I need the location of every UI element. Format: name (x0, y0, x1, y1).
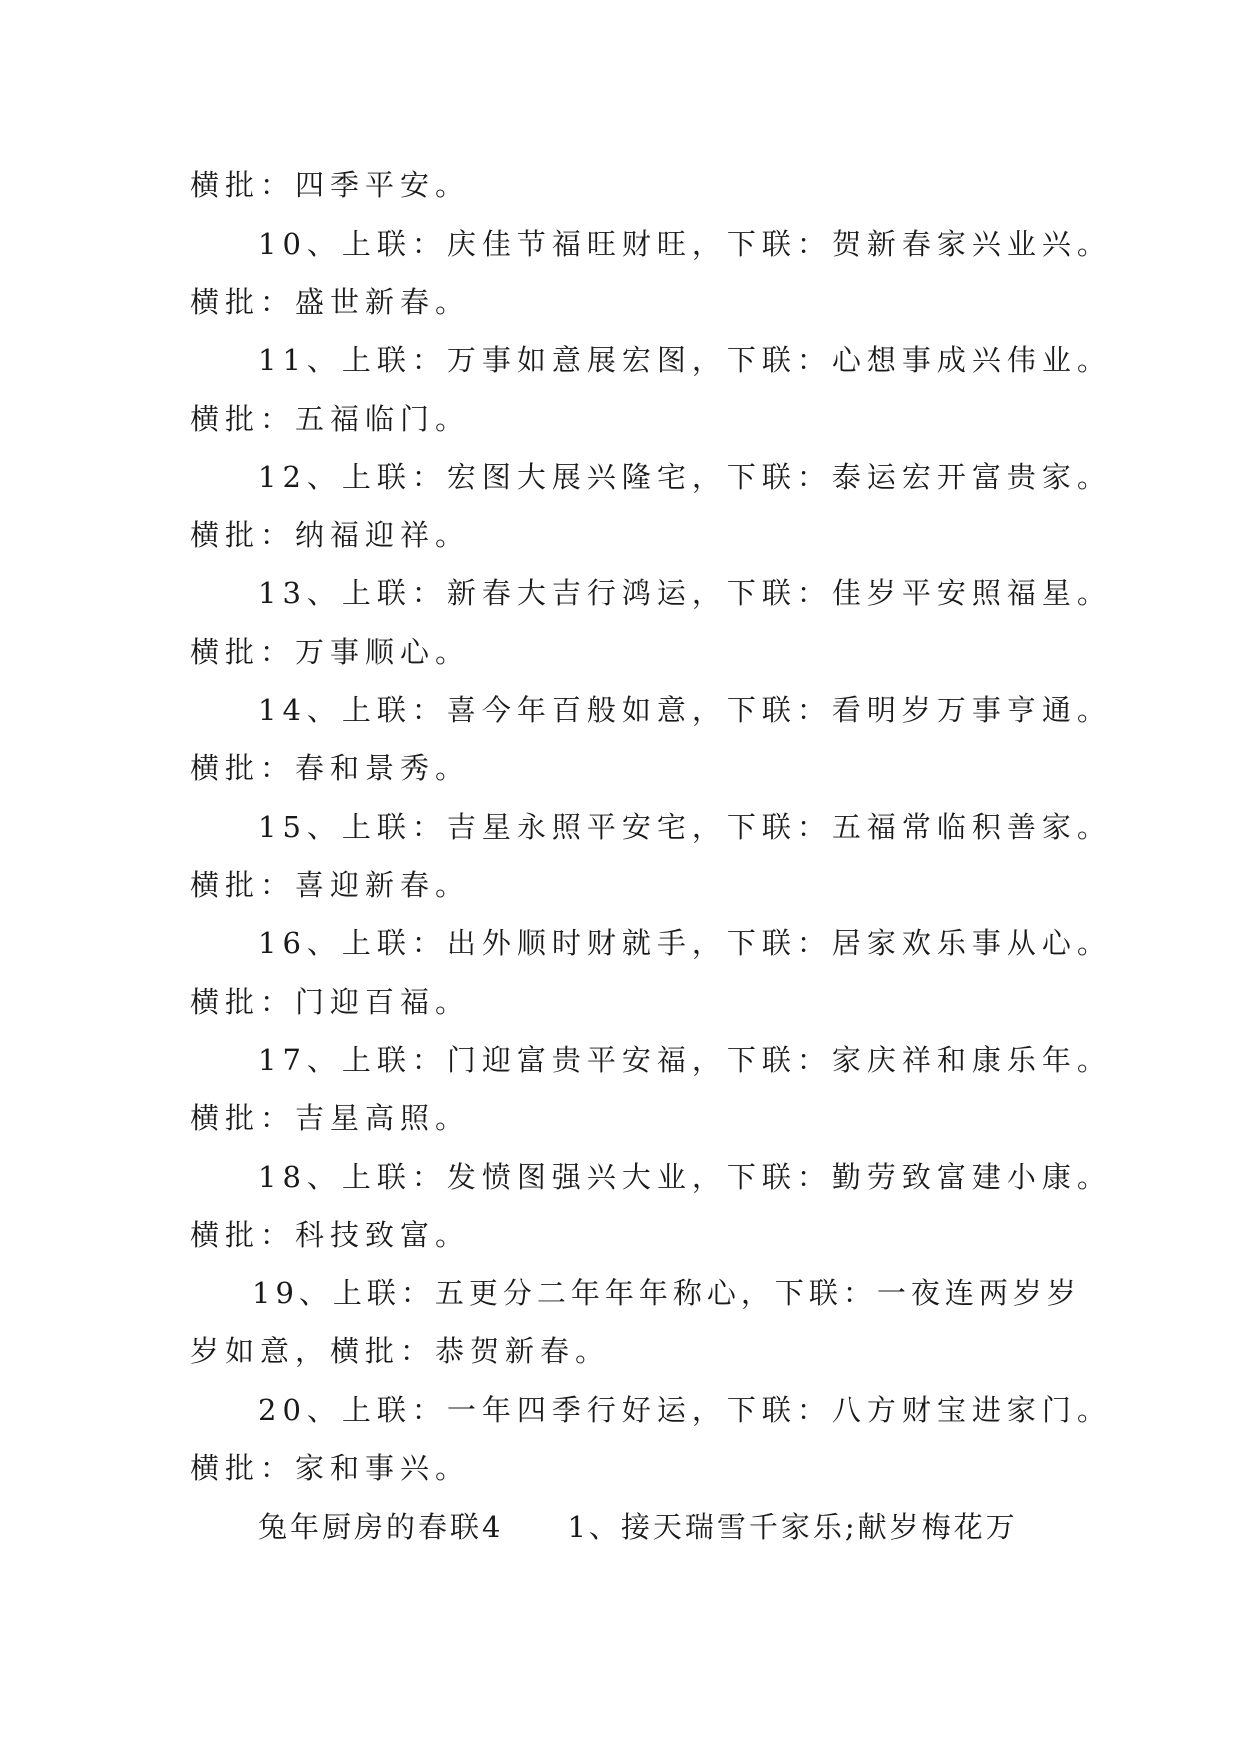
text-line: 横批：喜迎新春。 (190, 868, 471, 902)
text-line: 15、上联：吉星永照平安宅，下联：五福常临积善家。 (258, 810, 1112, 844)
text-line: 横批：万事顺心。 (190, 635, 471, 669)
text-line: 17、上联：门迎富贵平安福，下联：家庆祥和康乐年。 (258, 1043, 1112, 1077)
text-line: 横批：家和事兴。 (190, 1451, 471, 1485)
text-line: 18、上联：发愤图强兴大业，下联：勤劳致富建小康。 (258, 1160, 1112, 1194)
text-line: 横批：五福临门。 (190, 402, 471, 436)
text-line: 13、上联：新春大吉行鸿运，下联：佳岁平安照福星。 (258, 576, 1112, 610)
text-line: 19、上联：五更分二年年年称心，下联：一夜连两岁岁 (252, 1276, 1081, 1310)
text-line: 12、上联：宏图大展兴隆宅，下联：泰运宏开富贵家。 (258, 460, 1112, 494)
text-line: 16、上联：出外顺时财就手，下联：居家欢乐事从心。 (258, 926, 1112, 960)
text-line: 横批：门迎百福。 (190, 985, 471, 1019)
text-line: 20、上联：一年四季行好运，下联：八方财宝进家门。 (258, 1393, 1112, 1427)
text-line: 横批：盛世新春。 (190, 285, 471, 319)
text-line: 横批：四季平安。 (190, 168, 471, 202)
text-line: 横批：吉星高照。 (190, 1101, 471, 1135)
text-line: 横批：春和景秀。 (190, 751, 471, 785)
text-line: 14、上联：喜今年百般如意，下联：看明岁万事亨通。 (258, 693, 1112, 727)
text-line: 横批：科技致富。 (190, 1218, 471, 1252)
text-line: 兔年厨房的春联4 1、接天瑞雪千家乐;献岁梅花万 (258, 1510, 1018, 1544)
text-line: 10、上联：庆佳节福旺财旺，下联：贺新春家兴业兴。 (258, 227, 1112, 261)
text-line: 岁如意，横批：恭贺新春。 (190, 1334, 611, 1368)
text-line: 11、上联：万事如意展宏图，下联：心想事成兴伟业。 (258, 343, 1112, 377)
text-line: 横批：纳福迎祥。 (190, 518, 471, 552)
